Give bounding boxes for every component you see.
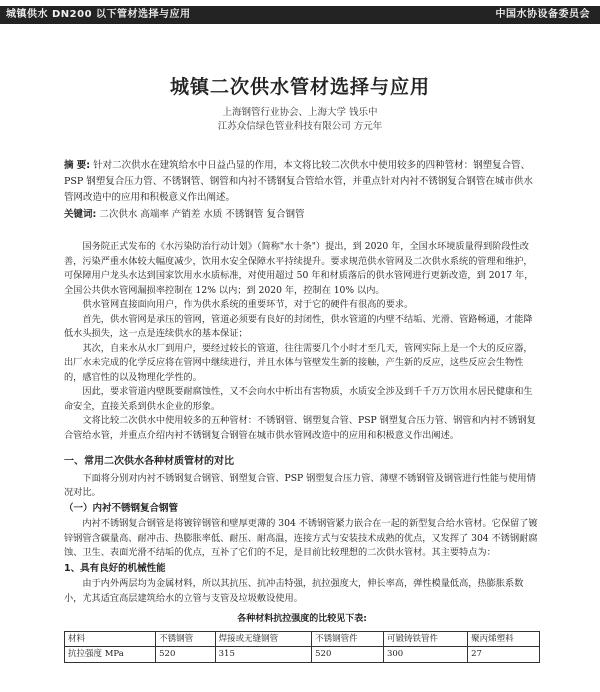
abstract-label: 摘 要: bbox=[64, 160, 91, 171]
author-line-2: 江苏众信绿色管业科技有限公司 方元年 bbox=[217, 121, 383, 132]
table-cell: 315 bbox=[215, 647, 312, 663]
table-caption: 各种材料抗拉强度的比较见下表: bbox=[237, 614, 367, 624]
body-paragraph: 首先，供水管网是承压的管网，管道必须要有良好的封闭性，供水管道的内壁不结垢、光滑、管路畅通，才能降低水头损失，这一点是连续供水的基本保证； bbox=[64, 313, 533, 339]
body-paragraph: 供水管网直接面向用户，作为供水系统的重要环节，对于它的硬件有很高的要求。 bbox=[82, 299, 414, 310]
body-paragraph: 其次，自来水从水厂到用户，要经过较长的管道，往往需要几个小时才至几天，管网实际上是一个大的反应器，出厂水未完成的化学反应将在管网中继续进行，并且水体与管壁发生新的接触，产生新的反应，这些反应会生物性的，感官性的以及物理化学性的。 bbox=[64, 342, 533, 383]
abstract-text: 针对二次供水在建筑给水中日益凸显的作用，本文将比较二次供水中使用较多的四种管材：钢塑复合管、PSP 钢塑复合压力管、不锈钢管、钢管和内衬不锈钢复合管给水管，并重点针对内衬不锈钢复合钢管在城市供水管网改造中的应用和积极意义作出阐述。 bbox=[64, 160, 533, 203]
table-header-cell: 不锈钢管 bbox=[156, 631, 216, 647]
point-text: 由于内外两层均为金属材料，所以其抗压、抗冲击特强，抗拉强度大，伸长率高，弹性模量低高，热膨胀系数小，尤其适宜高层建筑给水的立管与支管及垃圾敷设使用。 bbox=[64, 578, 524, 604]
body-paragraph: 因此，要求管道内壁既要耐腐蚀性，又不会向水中析出有害物质，水质安全涉及到千千万万饮用水居民健康和生命安全，直接关系到供水企业的形象。 bbox=[64, 386, 533, 412]
keywords-text: 二次供水 高端率 产销差 水质 不锈钢管 复合钢管 bbox=[99, 209, 305, 220]
table-header-cell: 聚丙烯塑料 bbox=[468, 631, 540, 647]
article-title: 城镇二次供水管材选择与应用 bbox=[169, 76, 430, 98]
subsection-heading: （一）内衬不锈钢复合钢管 bbox=[64, 502, 179, 514]
section-heading: 一、常用二次供水各种材质管材的对比 bbox=[64, 456, 234, 467]
tensile-strength-table bbox=[64, 631, 540, 663]
table-header-cell: 不锈钢管件 bbox=[312, 631, 384, 647]
table-header-cell: 可锻铸铁管件 bbox=[383, 631, 467, 647]
point-heading: 1、具有良好的机械性能 bbox=[64, 562, 166, 574]
keywords-label: 关键词: bbox=[64, 209, 97, 220]
table-header-cell: 焊接或无缝钢管 bbox=[215, 631, 312, 647]
header-publisher: 中国水协设备委员会 bbox=[495, 9, 590, 20]
table-header-cell: 材料 bbox=[65, 631, 156, 647]
author-line-1: 上海钢管行业协会、上海大学 钱乐中 bbox=[222, 107, 378, 118]
section-intro: 下面将分别对内衬不锈钢复合钢管、钢塑复合管、PSP 钢塑复合压力管、薄壁不锈钢管及钢管进行性能与使用情况对比。 bbox=[64, 472, 536, 498]
abstract bbox=[64, 158, 542, 206]
body-paragraph: 文将比较二次供水中使用较多的五种管材：不锈钢管、钢塑复合管、PSP 钢塑复合压力管、钢管和内衬不锈钢复合管给水管，并重点介绍内衬不锈钢复合钢管在城市供水管网改造中的应用和积极意义作出阐述。 bbox=[64, 415, 536, 441]
table-row bbox=[65, 647, 540, 663]
table-cell: 抗拉强度 MPa bbox=[65, 647, 156, 663]
table-cell: 300 bbox=[383, 647, 467, 663]
keywords bbox=[64, 207, 542, 223]
header-topic: 城镇供水 DN200 以下管材选择与应用 bbox=[6, 9, 191, 20]
running-header bbox=[0, 6, 600, 24]
table-header-row bbox=[65, 631, 540, 647]
table-cell: 520 bbox=[156, 647, 216, 663]
body-paragraph: 国务院正式发布的《水污染防治行动计划》（简称"水十条"）提出，到 2020 年，全国水环境质量得到阶段性改善，污染严重水体较大幅度减少，饮用水安全保障水平持续提升。要求规范供水管网及二次供水系统的管理和维护，可保障用户龙头水达到国家饮用水水质标准，对使用超过 50 年和材质落后的供水管网进行更新改造，到 2017 年，全国公共供水管网漏损率控制在 12% 以内；到 2020 年，控制在 10% 以内。 bbox=[64, 241, 534, 296]
table-cell: 520 bbox=[312, 647, 384, 663]
subsection-text: 内衬不锈钢复合钢管是将镀锌钢管和壁厚更薄的 304 不锈钢管紧力嵌合在一起的新型复合给水管材。它保留了镀锌钢管含碳量高、耐冲击、热膨胀率低、耐压、耐高温，连接方式与安装技术成熟的优点，又发挥了 304 不锈钢耐腐蚀、卫生、表面光滑不结垢的优点，互补了它们的不足，是目前比较理想的二次供水管材。其主要特点为： bbox=[64, 518, 538, 558]
table-cell: 27 bbox=[468, 647, 540, 663]
article-body bbox=[64, 240, 540, 663]
